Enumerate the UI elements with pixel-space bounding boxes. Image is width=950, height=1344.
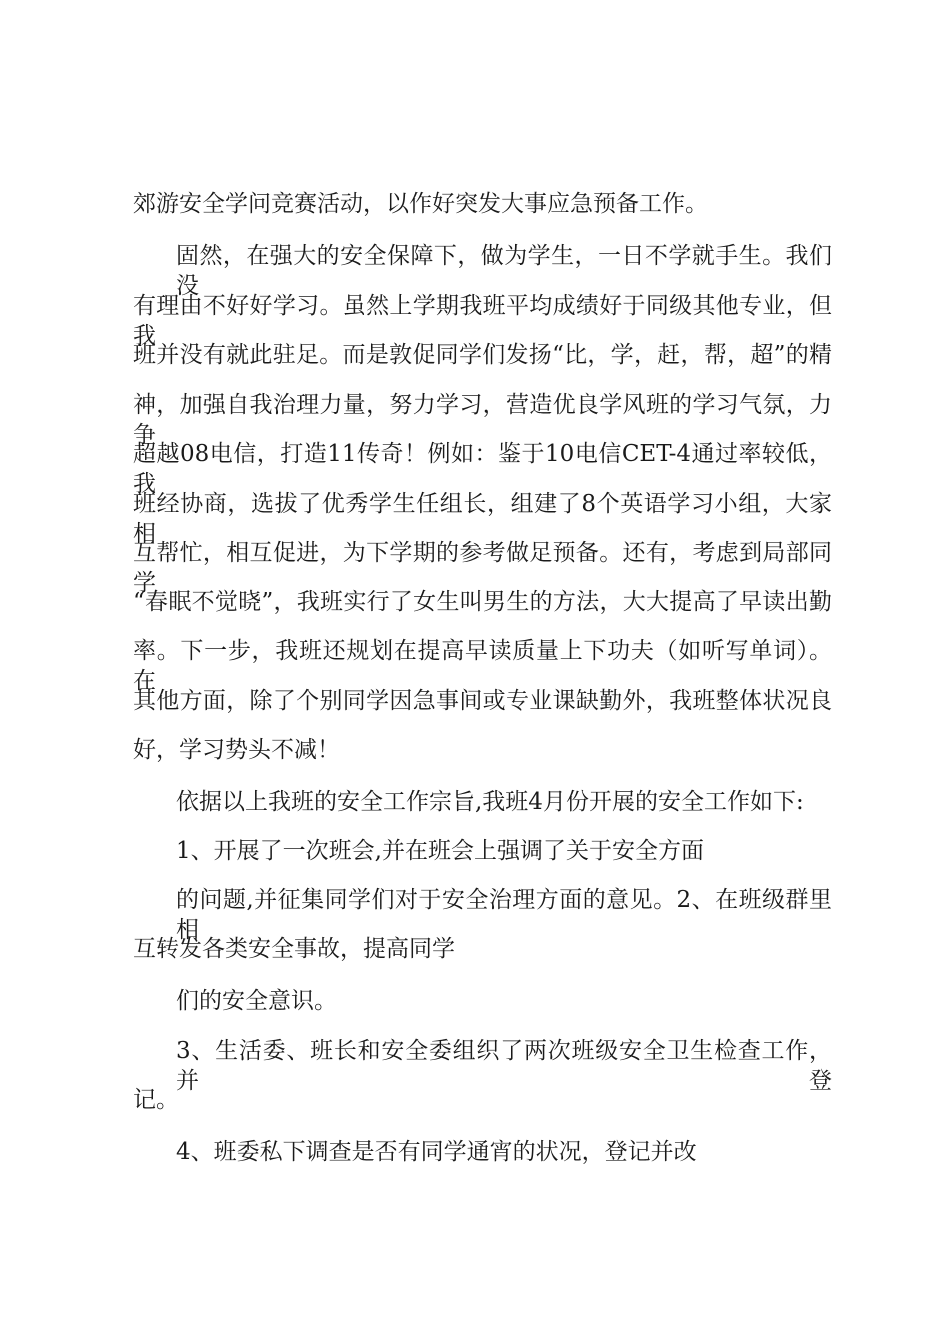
text-line: 互转发各类安全事故，提高同学: [133, 936, 455, 962]
text-line: 超越08电信，打造11传奇！例如：鉴于10电信CET-4通过率较低，我: [133, 441, 832, 497]
text-line: 班经协商，选拔了优秀学生任组长，组建了8个英语学习小组，大家相: [133, 491, 832, 547]
text-line: 记。: [133, 1087, 179, 1113]
text-line: 依据以上我班的安全工作宗旨,我班4月份开展的安全工作如下:: [176, 789, 804, 815]
text-line: 互帮忙，相互促进，为下学期的参考做足预备。还有，考虑到局部同学: [133, 540, 832, 596]
text-line: 有理由不好好学习。虽然上学期我班平均成绩好于同级其他专业，但我: [133, 293, 832, 349]
text-line: 3、生活委、班长和安全委组织了两次班级安全卫生检查工作，并登: [176, 1038, 832, 1094]
text-line: 班并没有就此驻足。而是敦促同学们发扬“比，学，赶，帮，超”的精: [133, 342, 832, 368]
text-line: 的问题,并征集同学们对于安全治理方面的意见。2、在班级群里相: [176, 887, 832, 943]
text-line: 神，加强自我治理力量，努力学习，营造优良学风班的学习气氛，力争: [133, 392, 832, 448]
text-line: 郊游安全学问竞赛活动，以作好突发大事应急预备工作。: [133, 191, 708, 217]
text-line: 们的安全意识。: [176, 988, 337, 1014]
text-line: “春眠不觉晓”，我班实行了女生叫男生的方法，大大提高了早读出勤: [133, 589, 832, 615]
text-line: 固然，在强大的安全保障下，做为学生，一日不学就手生。我们没: [176, 243, 832, 299]
text-line: 1、开展了一次班会,并在班会上强调了关于安全方面: [176, 838, 704, 864]
text-line: 4、班委私下调查是否有同学通宵的状况，登记并改: [176, 1139, 697, 1165]
text-line: 好，学习势头不减！: [133, 737, 340, 763]
text-line: 率。下一步，我班还规划在提高早读质量上下功夫（如听写单词）。在: [133, 638, 832, 694]
text-line: 其他方面，除了个别同学因急事间或专业课缺勤外，我班整体状况良: [133, 688, 832, 714]
